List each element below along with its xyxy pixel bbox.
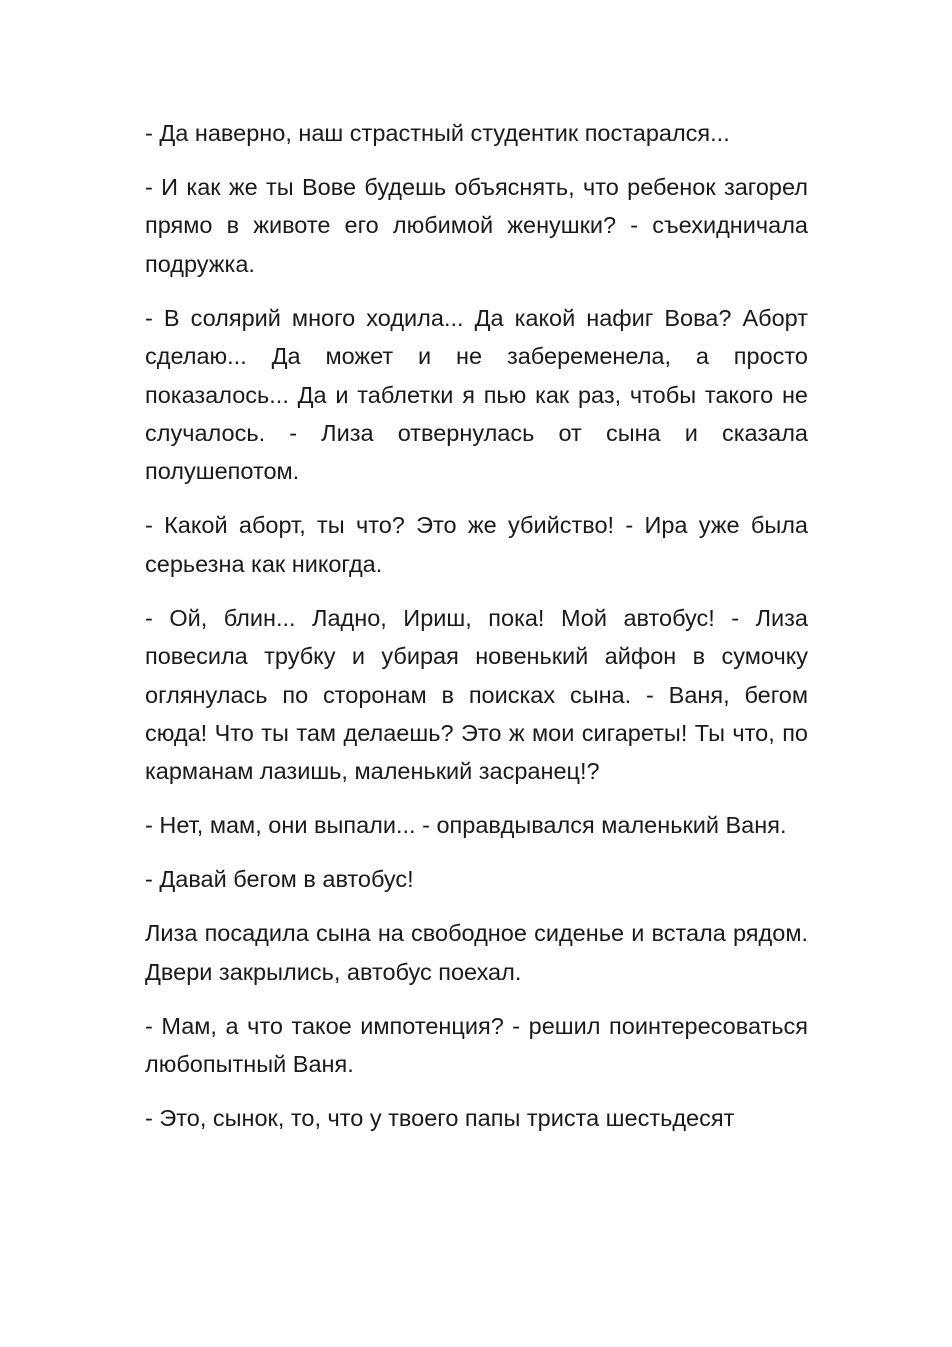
- paragraph: - Нет, мам, они выпали... - оправдывался маленький Ваня.: [145, 812, 787, 839]
- paragraph: - В солярий много ходила... Да какой нафиг Вова? Аборт сделаю... Да может и не забеременела, а просто показалось... Да и таблетки я пью как раз, чтобы такого не случалось. - Лиза отвернулась от сына и сказала полушепотом.: [145, 304, 808, 485]
- paragraph: - Мам, а что такое импотенция? - решил поинтересоваться любопытный Ваня.: [145, 1012, 808, 1078]
- paragraph: - Да наверно, наш страстный студентик постарался...: [145, 120, 730, 146]
- text-body: [145, 114, 808, 1138]
- paragraph: Лиза посадила сына на свободное сиденье и встала рядом. Двери закрылись, автобус поехал.: [145, 920, 808, 985]
- paragraph: - Это, сынок, то, что у твоего папы триста шестьдесят: [145, 1105, 735, 1132]
- paragraph: - Какой аборт, ты что? Это же убийство! - Ира уже была серьезна как никогда.: [145, 512, 808, 577]
- paragraph: - Давай бегом в автобус!: [145, 866, 414, 893]
- paragraph: - И как же ты Вове будешь объяснять, что ребенок загорел прямо в животе его любимой женушки? - съехидничала подружка.: [145, 174, 808, 277]
- paragraph: - Ой, блин... Ладно, Ириш, пока! Мой автобус! - Лиза повесила трубку и убирая новенький айфон в сумочку оглянулась по сторонам в поисках сына. - Ваня, бегом сюда! Что ты там делаешь? Это ж мои сигареты! Ты что, по карманам лазишь, маленький засранец!?: [145, 604, 808, 785]
